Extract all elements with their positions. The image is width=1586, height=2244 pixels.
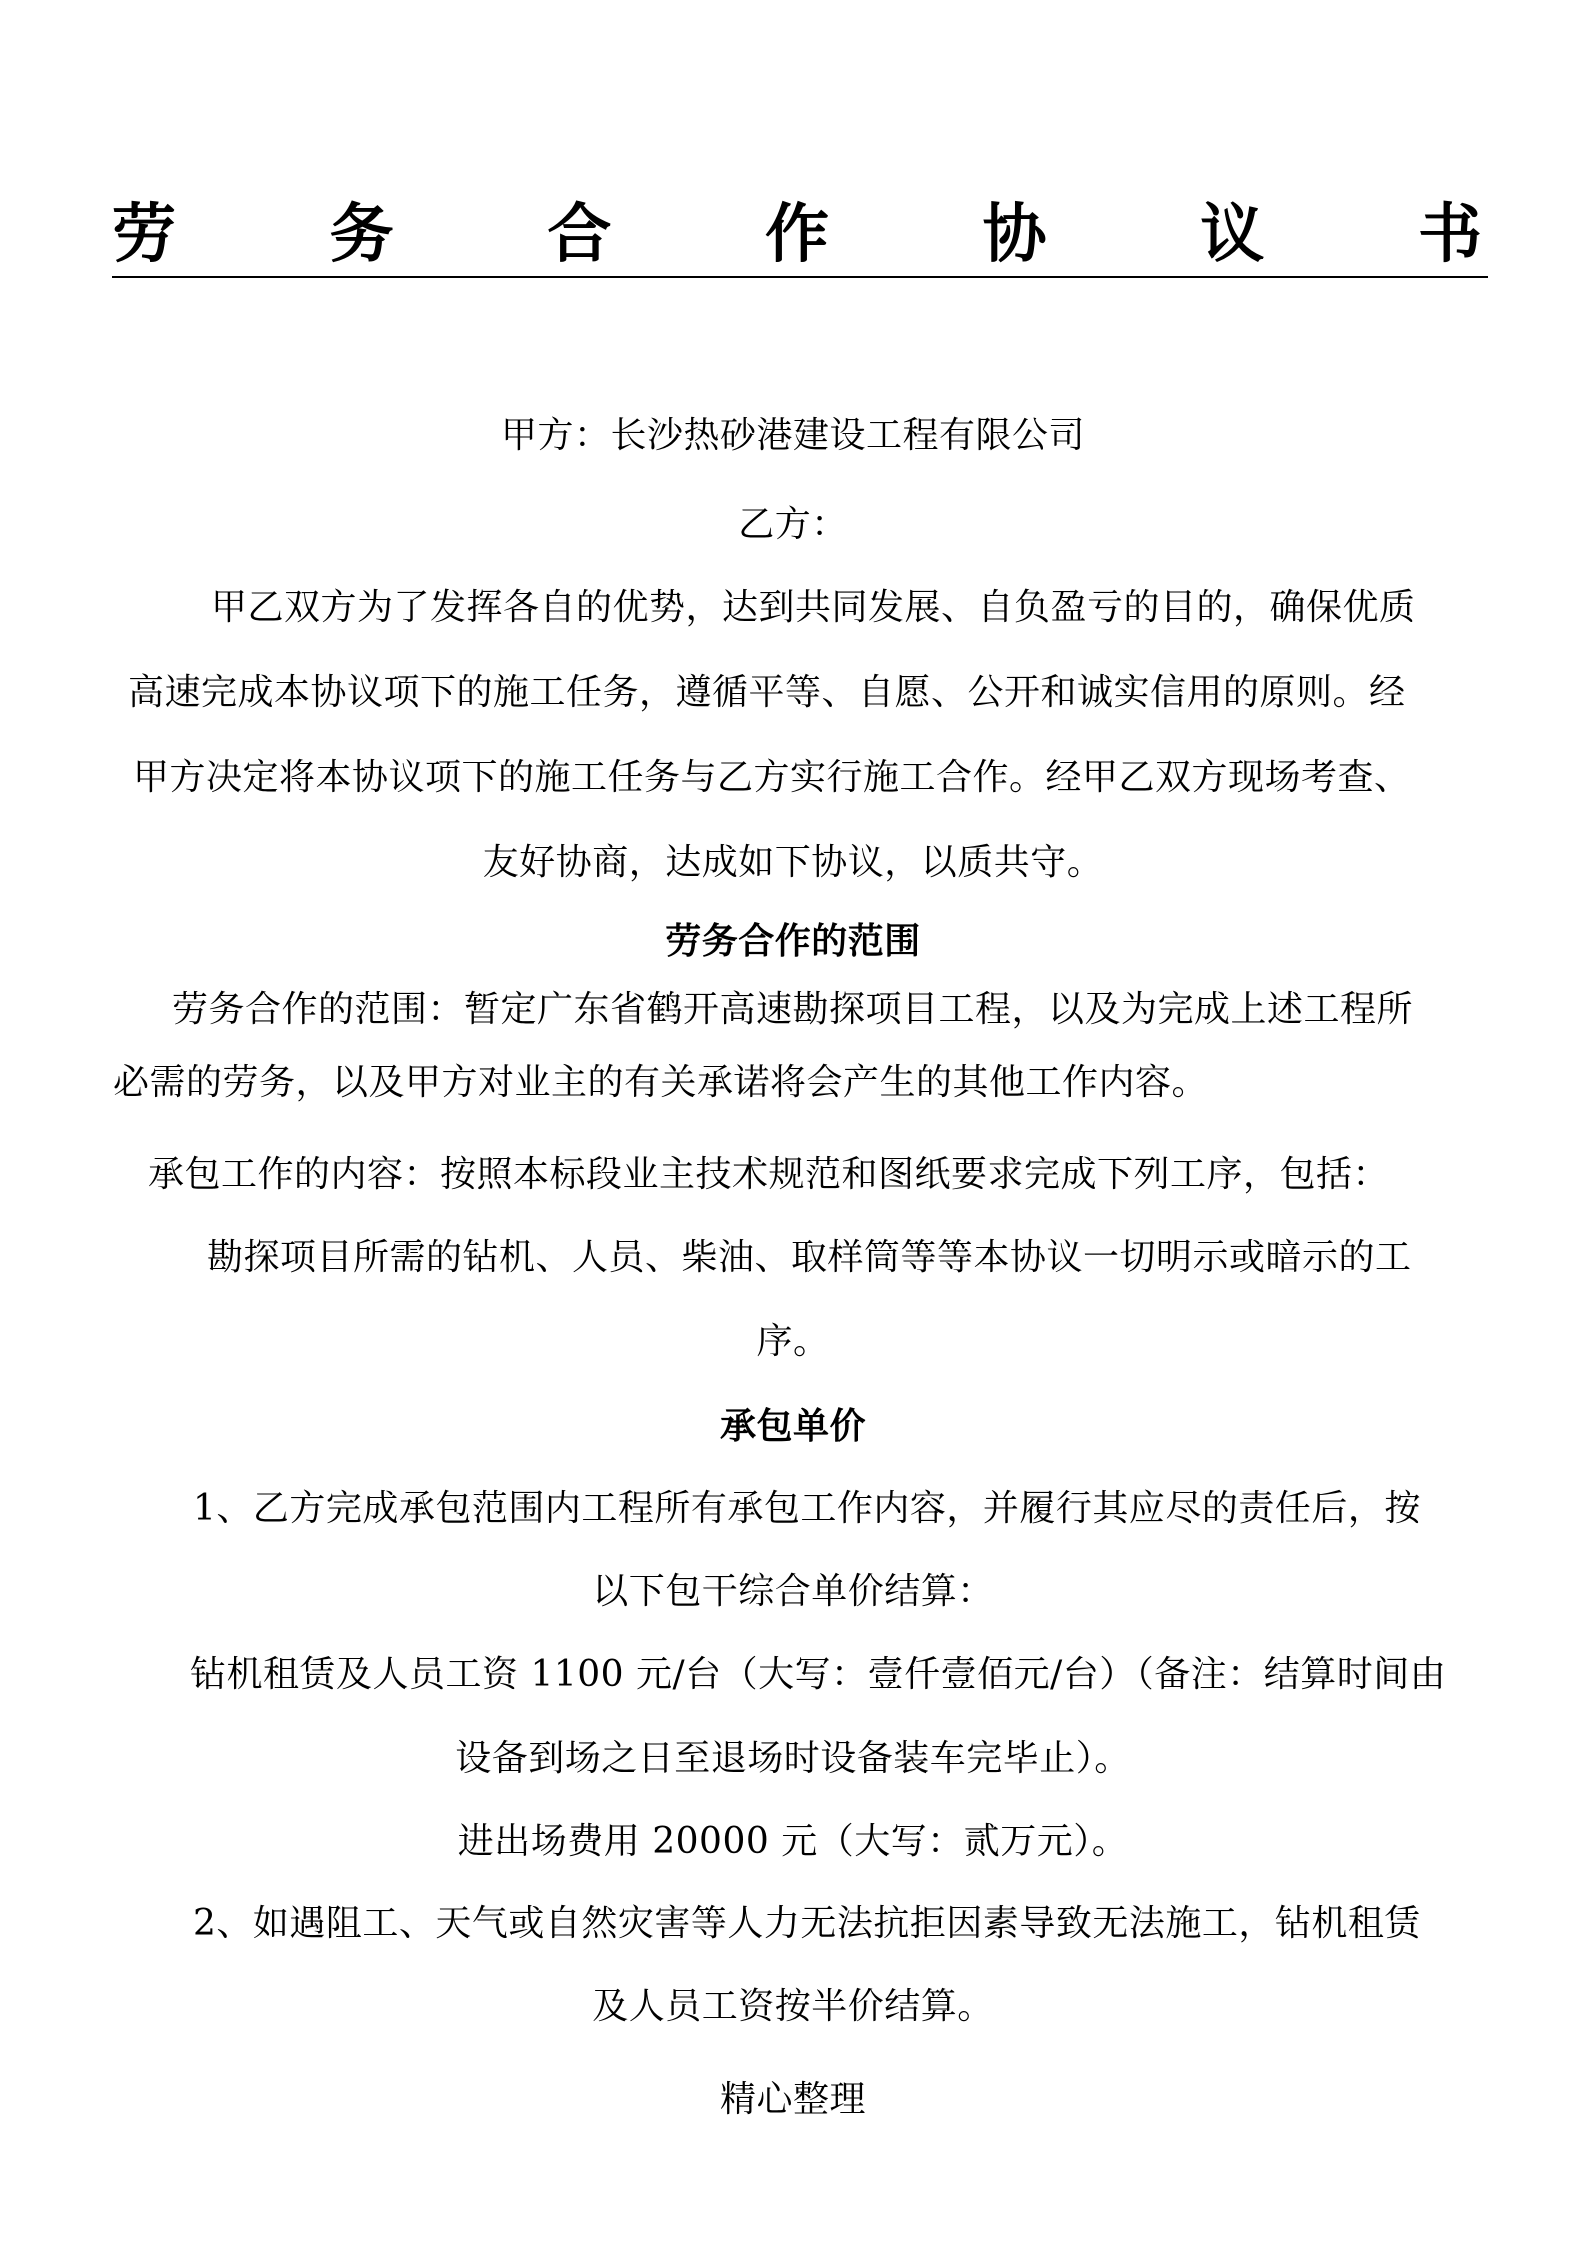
scope-line: 必需的劳务，以及甲方对业主的有关承诺将会产生的其他工作内容。 (113, 1062, 1209, 1103)
price-clause-line: 2、如遇阻工、天气或自然灾害等人力无法抗拒因素导致无法施工，钻机租赁 (193, 1903, 1421, 1944)
section-heading-scope: 劳务合作的范围 (665, 920, 921, 962)
title-char: 协 (982, 198, 1047, 272)
party-a: 甲方：长沙热砂港建设工程有限公司 (500, 415, 1085, 456)
price-clause-line: 以下包干综合单价结算： (592, 1571, 994, 1612)
title-char: 议 (1200, 198, 1265, 272)
title-char: 劳 (112, 198, 176, 272)
price-clause-line: 及人员工资按半价结算。 (592, 1986, 994, 2027)
intro-line: 友好协商，达成如下协议，以质共守。 (482, 842, 1104, 883)
scope-line: 劳务合作的范围：暂定广东省鹤开高速勘探项目工程，以及为完成上述工程所 (172, 989, 1414, 1030)
title-char: 作 (764, 198, 829, 272)
price-clause-line: 1、乙方完成承包范围内工程所有承包工作内容，并履行其应尽的责任后，按 (193, 1488, 1421, 1529)
document-title (112, 195, 1482, 275)
title-char: 书 (1417, 198, 1482, 272)
intro-line: 甲乙双方为了发挥各自的优势，达到共同发展、自负盈亏的目的，确保优质 (211, 587, 1416, 628)
title-char: 合 (547, 198, 612, 272)
work-item-line: 勘探项目所需的钻机、人员、柴油、取样筒等等本协议一切明示或暗示的工 (207, 1237, 1412, 1278)
intro-line: 高速完成本协议项下的施工任务，遵循平等、自愿、公开和诚实信用的原则。经 (128, 672, 1406, 713)
work-content: 承包工作的内容：按照本标段业主技术规范和图纸要求完成下列工序，包括： (148, 1154, 1390, 1195)
rent-line: 钻机租赁及人员工资 1100 元/台（大写：壹仟壹佰元/台）（备注：结算时间由 (190, 1654, 1447, 1695)
entry-fee: 进出场费用 20000 元（大写：贰万元）。 (457, 1821, 1129, 1862)
rent-line: 设备到场之日至退场时设备装车完毕止）。 (455, 1738, 1131, 1779)
title-underline (112, 276, 1488, 278)
party-b: 乙方： (738, 504, 848, 545)
work-item-line: 序。 (756, 1321, 830, 1362)
section-heading-price: 承包单价 (719, 1405, 866, 1447)
intro-line: 甲方决定将本协议项下的施工任务与乙方实行施工合作。经甲乙双方现场考查、 (133, 757, 1411, 798)
title-char: 务 (329, 198, 394, 272)
page-footer: 精心整理 (719, 2079, 866, 2120)
